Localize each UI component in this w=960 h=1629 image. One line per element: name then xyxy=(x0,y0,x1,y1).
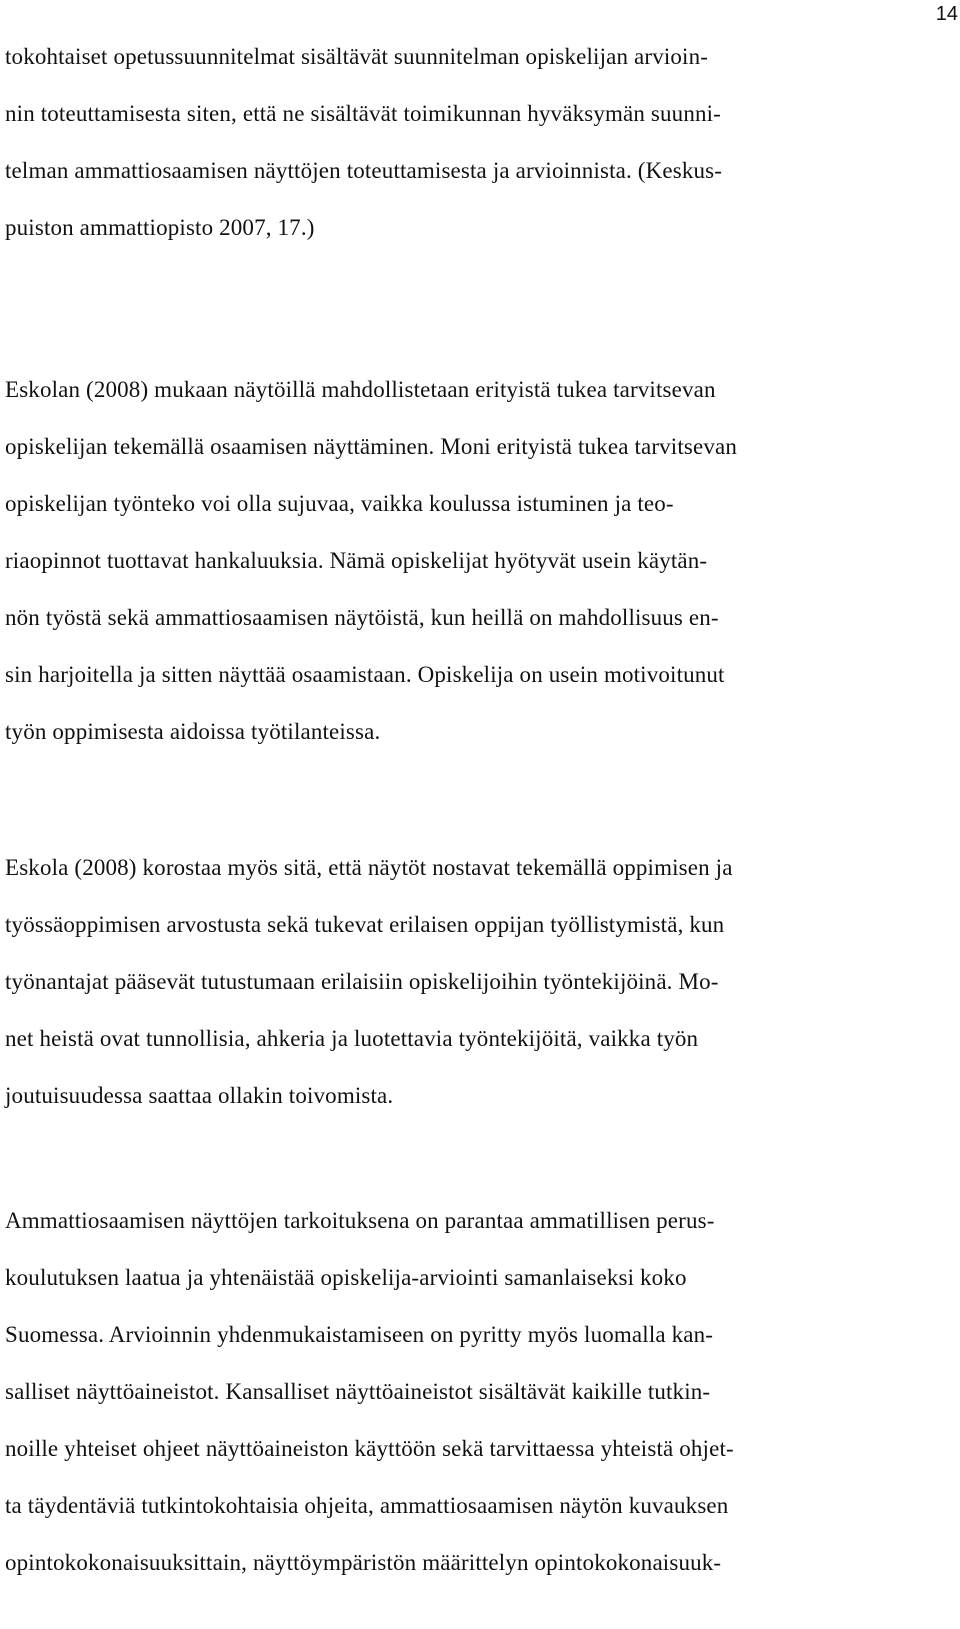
text-line: Eskola (2008) korostaa myös sitä, että näytöt nostavat tekemällä oppimisen ja xyxy=(5,855,733,880)
text-line: työssäoppimisen arvostusta sekä tukevat erilaisen oppijan työllistymistä, kun xyxy=(5,912,725,937)
paragraph-curriculum xyxy=(5,28,722,256)
text-line: joutuisuudessa saattaa ollakin toivomista. xyxy=(5,1083,394,1108)
text-line: nin toteuttamisesta siten, että ne sisältävät toimikunnan hyväksymän suunni- xyxy=(5,101,721,126)
text-line: ta täydentäviä tutkintokohtaisia ohjeita, ammattiosaamisen näytön kuvauksen xyxy=(5,1493,729,1518)
text-line: työnantajat pääsevät tutustumaan erilaisiin opiskelijoihin työntekijöinä. Mo- xyxy=(5,969,719,994)
paragraph-eskolan-2008 xyxy=(5,361,737,760)
text-line: sin harjoitella ja sitten näyttää osaamistaan. Opiskelija on usein motivoitunut xyxy=(5,662,725,687)
text-line: opintokokonaisuuksittain, näyttöympäristön määrittelyn opintokokonaisuuk- xyxy=(5,1550,722,1575)
text-line: nön työstä sekä ammattiosaamisen näytöistä, kun heillä on mahdollisuus en- xyxy=(5,605,719,630)
text-line: opiskelijan tekemällä osaamisen näyttäminen. Moni erityistä tukea tarvitsevan xyxy=(5,434,738,459)
paragraph-national-materials xyxy=(5,1192,734,1591)
text-line: salliset näyttöaineistot. Kansalliset näyttöaineistot sisältävät kaikille tutkin- xyxy=(5,1379,711,1404)
text-line: noille yhteiset ohjeet näyttöaineiston käyttöön sekä tarvittaessa yhteistä ohjet- xyxy=(5,1436,734,1461)
text-line: työn oppimisesta aidoissa työtilanteissa. xyxy=(5,719,381,744)
text-line: tokohtaiset opetussuunnitelmat sisältävät suunnitelman opiskelijan arvioin- xyxy=(5,44,709,69)
text-line: net heistä ovat tunnollisia, ahkeria ja luotettavia työntekijöitä, vaikka työn xyxy=(5,1026,699,1051)
text-line: Ammattiosaamisen näyttöjen tarkoituksena on parantaa ammatillisen perus- xyxy=(5,1208,715,1233)
paragraph-eskola-2008 xyxy=(5,839,733,1124)
text-line: puiston ammattiopisto 2007, 17.) xyxy=(5,215,315,240)
text-line: Suomessa. Arvioinnin yhdenmukaistamiseen on pyritty myös luomalla kan- xyxy=(5,1322,714,1347)
page-number: 14 xyxy=(935,3,958,25)
text-line: Eskolan (2008) mukaan näytöillä mahdollistetaan erityistä tukea tarvitsevan xyxy=(5,377,716,402)
text-line: telman ammattiosaamisen näyttöjen toteuttamisesta ja arvioinnista. (Keskus- xyxy=(5,158,723,183)
text-line: koulutuksen laatua ja yhtenäistää opiskelija-arviointi samanlaiseksi koko xyxy=(5,1265,687,1290)
text-line: riaopinnot tuottavat hankaluuksia. Nämä opiskelijat hyötyvät usein käytän- xyxy=(5,548,708,573)
text-line: opiskelijan työnteko voi olla sujuvaa, vaikka koulussa istuminen ja teo- xyxy=(5,491,674,516)
